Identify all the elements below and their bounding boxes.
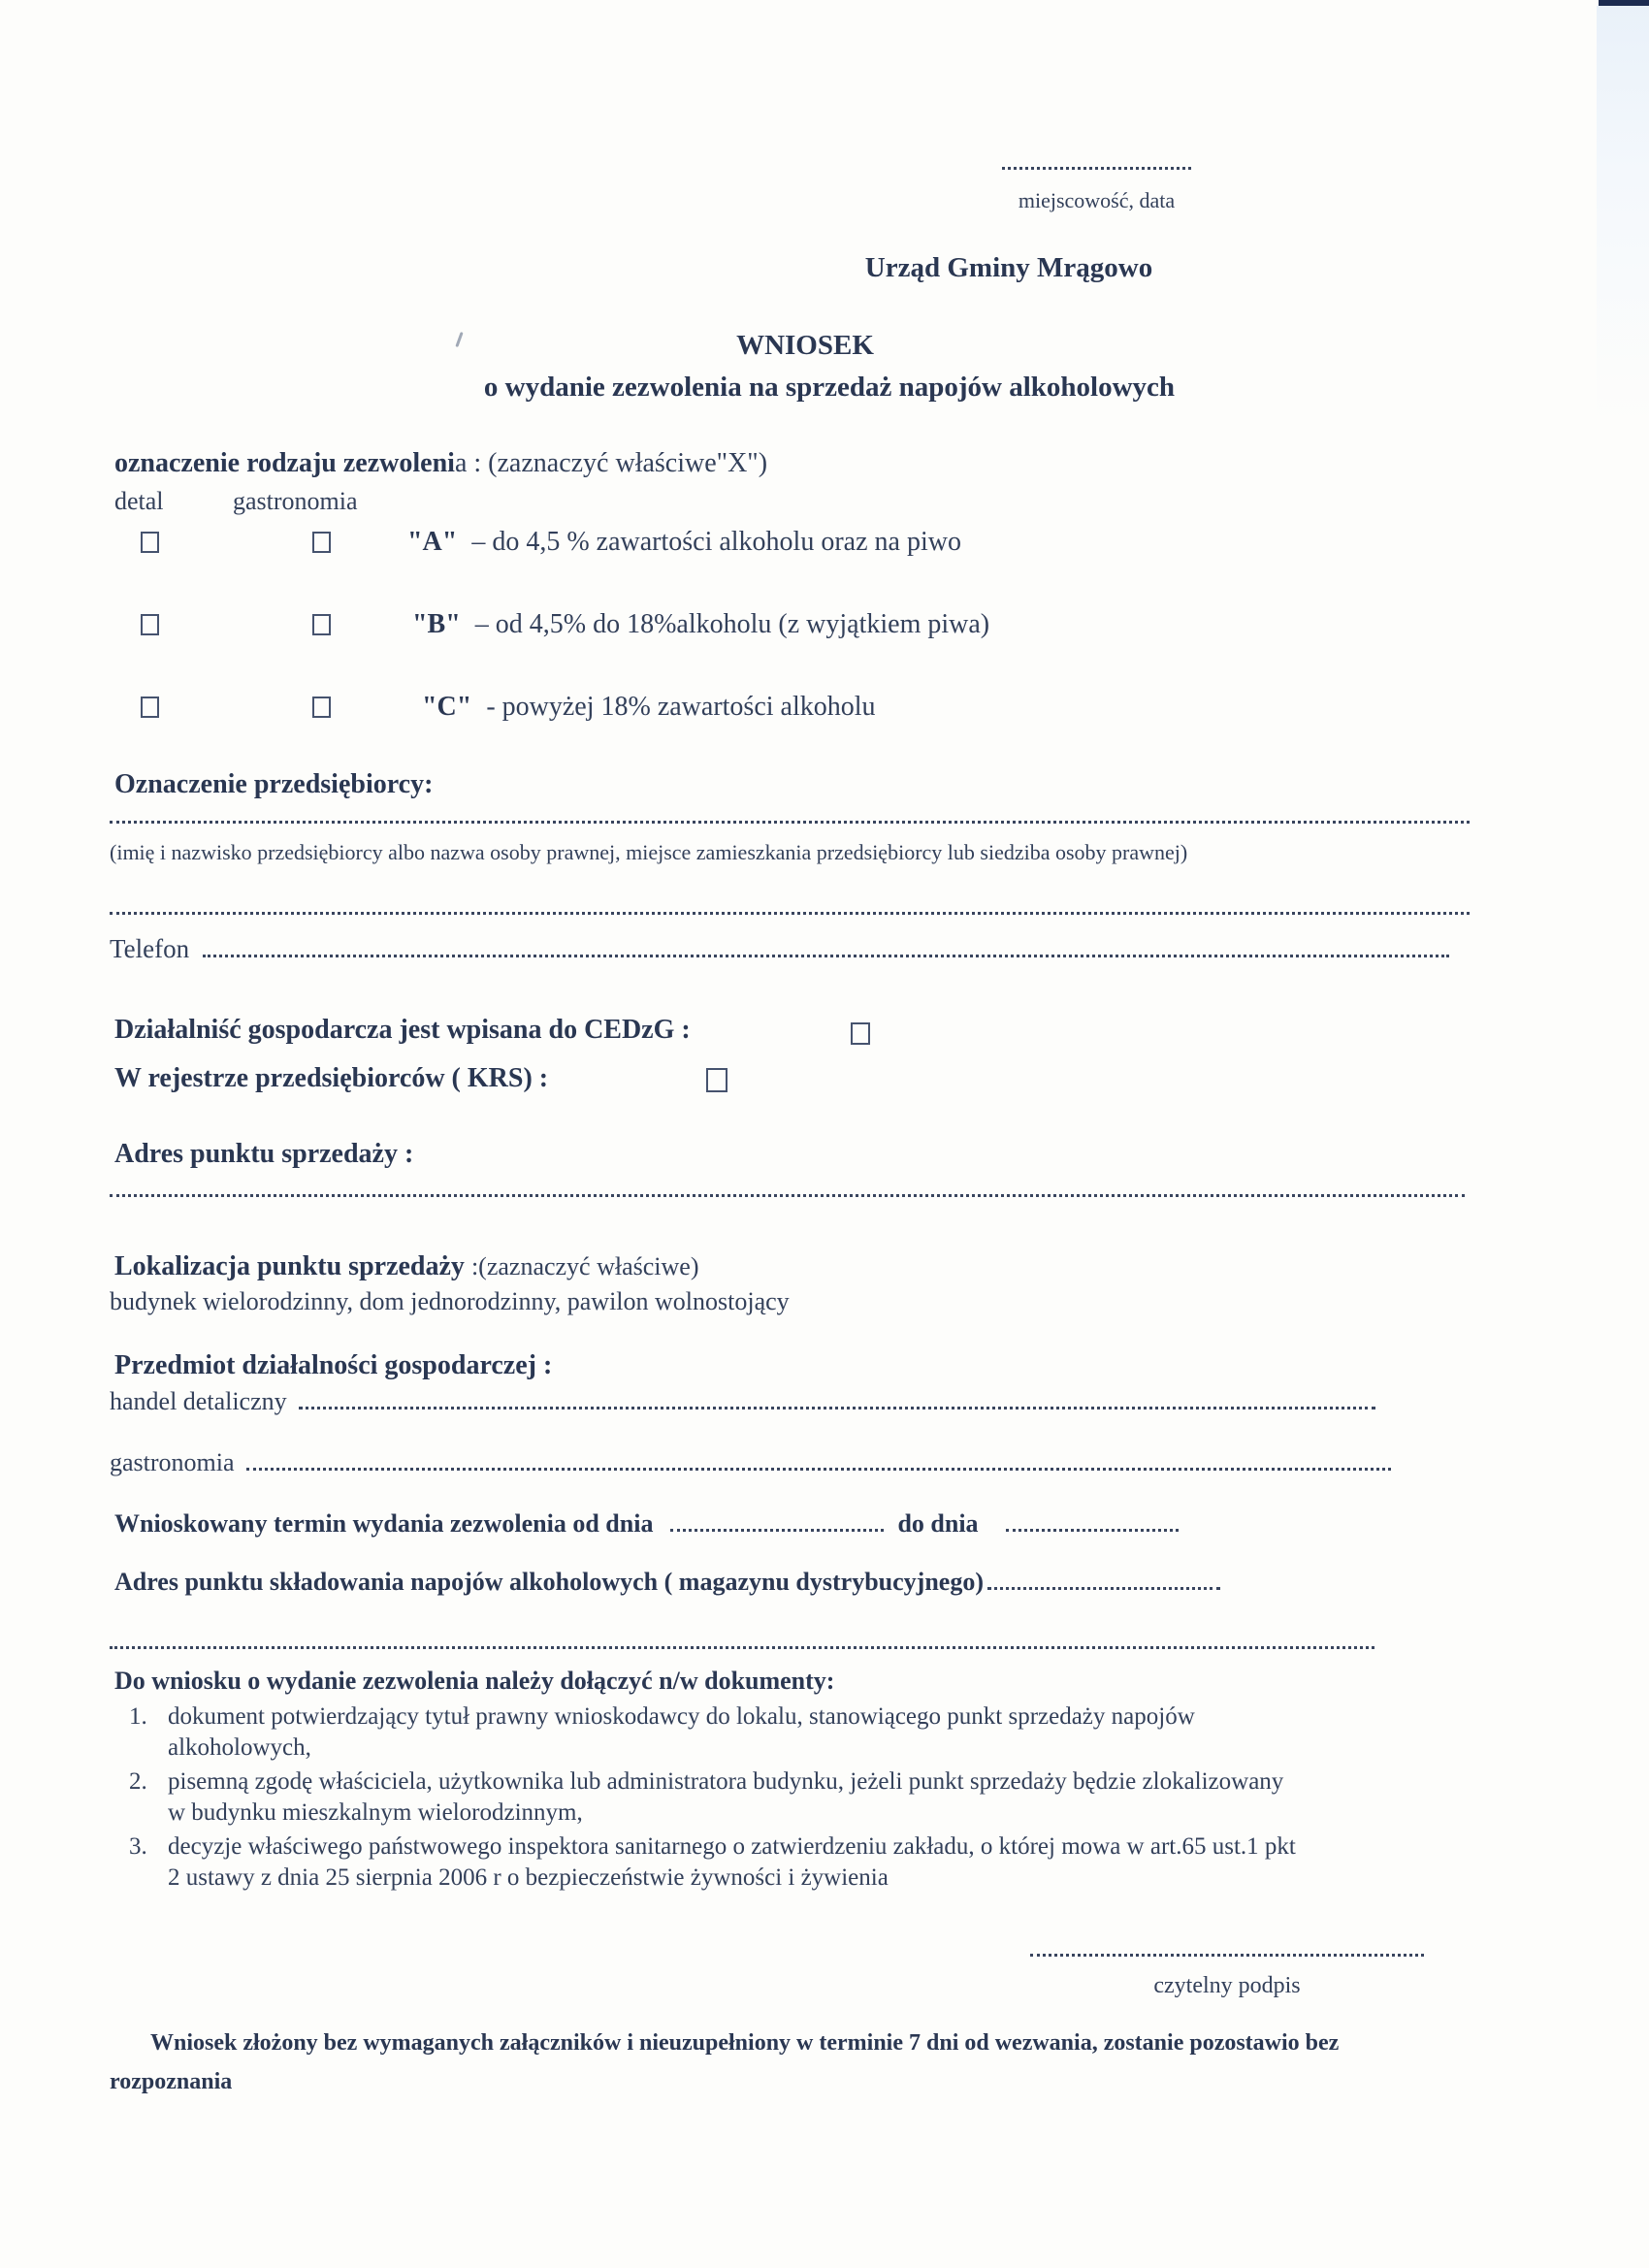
field-phone[interactable]	[203, 955, 1449, 957]
list-item-2-line1: pisemną zgodę właściciela, użytkownika lub administratora budynku, jeżeli punkt sprzedaży będzie zlokalizowany	[168, 1768, 1284, 1795]
checkbox-detal-c[interactable]	[141, 697, 159, 718]
license-code-a: "A"	[407, 527, 458, 557]
column-label-detal: detal	[114, 487, 164, 515]
license-type-heading-rest: a : (zaznaczyć właściwe"X")	[454, 448, 768, 478]
gastronomy-row	[110, 1448, 1391, 1477]
license-desc-b: – od 4,5% do 18%alkoholu (z wyjątkiem piwa)	[474, 609, 990, 639]
license-type-heading	[114, 448, 767, 479]
retail-label: handel detaliczny	[110, 1387, 287, 1415]
list-item-3-line1: decyzje właściwego państwowego inspektora sanitarnego o zatwierdzeniu zakładu, o której mowa w art.65 ust.1 pkt	[168, 1833, 1296, 1860]
list-item-1-text	[168, 1701, 1477, 1764]
list-item-3-line2: 2 ustawy z dnia 25 sierpnia 2006 r o bezpieczeństwie żywności i żywienia	[168, 1864, 889, 1891]
field-entrepreneur-line1[interactable]	[110, 821, 1470, 824]
scan-edge-shadow	[1597, 6, 1649, 423]
license-code-b: "B"	[412, 609, 461, 639]
attachments-heading: Do wniosku o wydanie zezwolenia należy dołączyć n/w dokumenty:	[114, 1667, 835, 1695]
field-signature[interactable]	[1030, 1954, 1424, 1957]
location-options: budynek wielorodzinny, dom jednorodzinny, pawilon wolnostojący	[110, 1287, 790, 1315]
place-date-label: miejscowość, data	[1018, 188, 1176, 212]
sales-address-heading: Adres punktu sprzedaży :	[114, 1139, 414, 1169]
checkbox-gastronomia-c[interactable]	[312, 697, 331, 718]
list-item-2-number: 2.	[129, 1768, 147, 1795]
field-sales-address[interactable]	[110, 1194, 1465, 1197]
list-item-2	[129, 1766, 1477, 1829]
footer-warning: Wniosek złożony bez wymaganych załączników i nieuzupełniony w terminie 7 dni od wezwania, zostanie pozostawio bez rozpoznania	[110, 2030, 1340, 2094]
column-label-gastronomia: gastronomia	[233, 487, 358, 515]
list-item-2-line2: w budynku mieszkalnym wielorodzinnym,	[168, 1799, 583, 1826]
term-label: Wnioskowany termin wydania zezwolenia od dnia	[114, 1509, 654, 1538]
cedzg-label: Działalniść gospodarcza jest wpisana do CEDzG :	[114, 1015, 691, 1045]
list-item-3-number: 3.	[129, 1833, 147, 1860]
scan-speck	[455, 332, 463, 347]
entrepreneur-heading: Oznaczenie przedsiębiorcy:	[114, 769, 434, 799]
list-item-3	[129, 1831, 1477, 1894]
license-desc-a: – do 4,5 % zawartości alkoholu oraz na piwo	[471, 527, 961, 557]
retail-row	[110, 1387, 1375, 1416]
term-row	[114, 1509, 1179, 1539]
phone-row	[110, 934, 1449, 964]
license-row-b	[412, 609, 989, 640]
field-gastronomy[interactable]	[246, 1468, 1391, 1471]
field-storage-line2[interactable]	[110, 1646, 1374, 1649]
list-item-1-line1: dokument potwierdzający tytuł prawny wnioskodawcy do lokalu, stanowiącego punkt sprzedaży napojów	[168, 1703, 1195, 1730]
office-name: Urząd Gminy Mrągowo	[864, 252, 1153, 283]
license-row-c	[422, 692, 876, 723]
term-to-label: do dnia	[897, 1509, 979, 1538]
field-retail[interactable]	[299, 1407, 1375, 1409]
attachments-list	[129, 1701, 1477, 1896]
list-item-3-text	[168, 1831, 1477, 1894]
gastronomy-label: gastronomia	[110, 1448, 235, 1476]
form-subtitle: o wydanie zezwolenia na sprzedaż napojów alkoholowych	[483, 372, 1176, 403]
checkbox-cedzg[interactable]	[851, 1022, 870, 1045]
list-item-2-text	[168, 1766, 1477, 1829]
checkbox-detal-a[interactable]	[141, 532, 159, 553]
location-heading-rest: :(zaznaczyć właściwe)	[470, 1252, 699, 1280]
field-date-to[interactable]	[1006, 1529, 1179, 1532]
form-title: WNIOSEK	[736, 330, 874, 361]
location-heading	[114, 1251, 699, 1282]
checkbox-detal-b[interactable]	[141, 614, 159, 635]
krs-label: W rejestrze przedsiębiorców ( KRS) :	[114, 1063, 549, 1093]
signature-label: czytelny podpis	[1153, 1973, 1301, 1998]
field-date-from[interactable]	[670, 1529, 884, 1532]
checkbox-gastronomia-b[interactable]	[312, 614, 331, 635]
location-heading-bold: Lokalizacja punktu sprzedaży	[114, 1251, 471, 1281]
field-entrepreneur-line2[interactable]	[110, 912, 1470, 915]
license-desc-c: - powyżej 18% zawartości alkoholu	[486, 692, 876, 722]
business-activity-heading: Przedmiot działalności gospodarczej :	[114, 1350, 553, 1380]
field-place-date[interactable]	[1002, 167, 1191, 170]
checkbox-krs[interactable]	[706, 1068, 728, 1092]
phone-label: Telefon	[110, 934, 190, 963]
checkbox-gastronomia-a[interactable]	[312, 532, 331, 553]
list-item-1-line2: alkoholowych,	[168, 1734, 311, 1761]
storage-label: Adres punktu składowania napojów alkoholowych ( magazynu dystrybucyjnego)	[114, 1568, 984, 1596]
license-type-heading-bold: oznaczenie rodzaju zezwoleni	[114, 448, 455, 478]
list-item-1-number: 1.	[129, 1703, 147, 1730]
license-code-c: "C"	[422, 692, 472, 722]
storage-row	[114, 1568, 1220, 1597]
list-item-1	[129, 1701, 1477, 1764]
field-storage-address[interactable]	[987, 1587, 1220, 1590]
license-row-a	[407, 527, 961, 558]
entrepreneur-note: (imię i nazwisko przedsiębiorcy albo nazwa osoby prawnej, miejsce zamieszkania przedsiębiorcy lub siedziba osoby prawnej)	[110, 840, 1188, 864]
